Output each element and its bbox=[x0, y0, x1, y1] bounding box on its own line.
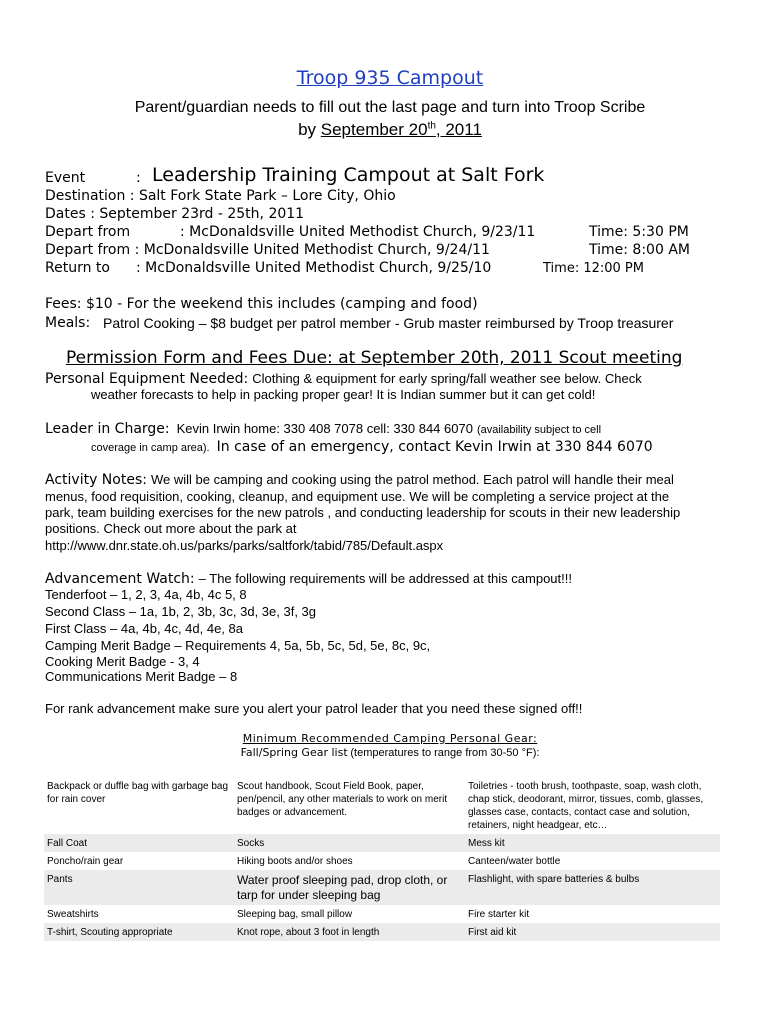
return-time: Time: 12:00 PM bbox=[543, 261, 644, 276]
leader-line2 bbox=[91, 438, 653, 456]
table-cell: Sweatshirts bbox=[47, 909, 99, 920]
table-row bbox=[44, 834, 720, 852]
table-cell: Fall Coat bbox=[44, 834, 234, 852]
event-colon: : bbox=[136, 170, 141, 186]
equipment-label: Personal Equipment Needed: bbox=[45, 371, 249, 387]
table-cell: Scout handbook, Scout Field Book, paper, pen/pencil, any other materials to work on merit badges or advancement. bbox=[237, 781, 448, 818]
return-value: : McDonaldsville United Methodist Church, 9/25/10 bbox=[136, 260, 492, 276]
activity-text3: park, team building exercises for the new patrols , and conducting leadership for scouts in their new leadership bbox=[45, 505, 681, 520]
table-cell: Canteen/water bottle bbox=[468, 856, 561, 867]
leader-coverage: coverage in camp area). bbox=[91, 442, 210, 454]
dates-line: Dates : September 23rd - 25th, 2011 bbox=[45, 206, 305, 222]
table-cell: Socks bbox=[234, 834, 465, 852]
deadline-prefix: by bbox=[298, 120, 321, 139]
park-url[interactable]: http://www.dnr.state.oh.us/parks/parks/saltfork/tabid/785/Default.aspx bbox=[45, 538, 444, 553]
table-cell: Mess kit bbox=[465, 834, 720, 852]
gear-table bbox=[44, 777, 720, 941]
table-cell: Fire starter kit bbox=[468, 909, 530, 920]
table-cell: Hiking boots and/or shoes bbox=[237, 856, 353, 867]
leader-availability: (availability subject to cell bbox=[476, 424, 602, 436]
advancement-item: Cooking Merit Badge - 3, 4 bbox=[45, 654, 200, 669]
table-row bbox=[44, 905, 720, 923]
meals-label: Meals: bbox=[45, 315, 91, 331]
document-title: Troop 935 Campout bbox=[296, 67, 484, 89]
event-name: Leadership Training Campout at Salt Fork bbox=[152, 164, 545, 186]
advancement-item: Communications Merit Badge – 8 bbox=[45, 669, 238, 684]
table-row bbox=[44, 852, 720, 870]
meals-value: Patrol Cooking – $8 budget per patrol member - Grub master reimbursed by Troop treasurer bbox=[103, 315, 674, 331]
activity-line1 bbox=[45, 471, 674, 489]
table-cell: Water proof sleeping pad, drop cloth, or tarp for under sleeping bag bbox=[234, 870, 465, 905]
gear-title: Minimum Recommended Camping Personal Gear: bbox=[242, 732, 538, 745]
advancement-reminder: For rank advancement make sure you alert your patrol leader that you need these signed off!! bbox=[45, 701, 583, 716]
table-cell: Sleeping bag, small pillow bbox=[237, 909, 353, 920]
advancement-item: First Class – 4a, 4b, 4c, 4d, 4e, 8a bbox=[45, 621, 243, 636]
table-row bbox=[44, 870, 720, 905]
table-cell: Pants bbox=[44, 870, 234, 905]
table-cell: Backpack or duffle bag with garbage bag for rain cover bbox=[47, 781, 229, 805]
deadline-date: September 20 bbox=[320, 120, 428, 139]
gear-subtitle-main: Fall/Spring Gear list bbox=[240, 746, 348, 759]
table-cell: Poncho/rain gear bbox=[47, 856, 124, 867]
destination-line: Destination : Salt Fork State Park – Lore City, Ohio bbox=[45, 188, 396, 204]
depart2-time: Time: 8:00 AM bbox=[589, 242, 690, 258]
table-cell: First aid kit bbox=[465, 923, 720, 941]
equipment-line1 bbox=[45, 370, 642, 388]
activity-label: Activity Notes: bbox=[45, 472, 147, 488]
deadline-sup: th bbox=[427, 120, 436, 132]
fees-line: Fees: $10 - For the weekend this includes (camping and food) bbox=[45, 296, 478, 312]
equipment-text1: Clothing & equipment for early spring/fall weather see below. Check bbox=[252, 371, 642, 386]
deadline-line bbox=[0, 120, 770, 140]
gear-subtitle-note: (temperatures to range from 30-50 °F): bbox=[350, 747, 540, 759]
return-label: Return to bbox=[45, 260, 110, 276]
emergency-contact: In case of an emergency, contact Kevin Irwin at 330 844 6070 bbox=[216, 439, 653, 455]
permission-heading: Permission Form and Fees Due: at September 20th, 2011 Scout meeting bbox=[66, 348, 683, 368]
table-cell: Knot rope, about 3 foot in length bbox=[234, 923, 465, 941]
depart1-value: : McDonaldsville United Methodist Church, 9/23/11 bbox=[180, 224, 536, 240]
table-cell: T-shirt, Scouting appropriate bbox=[44, 923, 234, 941]
advancement-item: Tenderfoot – 1, 2, 3, 4a, 4b, 4c 5, 8 bbox=[45, 587, 247, 602]
leader-phones: Kevin Irwin home: 330 408 7078 cell: 330 844 6070 bbox=[176, 421, 473, 436]
activity-text4: positions. Check out more about the park at bbox=[45, 521, 297, 536]
advancement-item: Second Class – 1a, 1b, 2, 3b, 3c, 3d, 3e, 3f, 3g bbox=[45, 604, 317, 619]
activity-text2: menus, food requisition, cooking, cleanup, and equipment use. We will be completing a service project at the bbox=[45, 489, 670, 504]
depart1-label: Depart from bbox=[45, 224, 131, 240]
depart1-time: Time: 5:30 PM bbox=[589, 224, 689, 240]
advancement-line bbox=[45, 570, 572, 588]
event-label: Event bbox=[45, 170, 86, 186]
table-row bbox=[44, 777, 720, 834]
advancement-item: Camping Merit Badge – Requirements 4, 5a, 5b, 5c, 5d, 5e, 8c, 9c, bbox=[45, 638, 431, 653]
instruction-line: Parent/guardian needs to fill out the last page and turn into Troop Scribe bbox=[134, 99, 646, 116]
deadline-year: , 2011 bbox=[435, 120, 482, 139]
equipment-text2: weather forecasts to help in packing proper gear! It is Indian summer but it can get cold! bbox=[91, 387, 596, 402]
leader-line1 bbox=[45, 420, 601, 438]
table-row bbox=[44, 923, 720, 941]
table-cell: Toiletries - tooth brush, toothpaste, soap, wash cloth, chap stick, deodorant, mirror, tissues, comb, glasses, glasses case, contacts, contact case and solution, retainers, night headgear, etc… bbox=[468, 781, 704, 831]
depart2-line: Depart from : McDonaldsville United Methodist Church, 9/24/11 bbox=[45, 242, 490, 258]
advancement-label: Advancement Watch: bbox=[45, 571, 195, 587]
leader-label: Leader in Charge: bbox=[45, 421, 170, 437]
activity-text1: We will be camping and cooking using the patrol method. Each patrol will handle their meal bbox=[150, 472, 674, 487]
advancement-intro: – The following requirements will be addressed at this campout!!! bbox=[198, 571, 572, 586]
gear-subtitle bbox=[0, 746, 770, 759]
table-cell: Flashlight, with spare batteries & bulbs bbox=[465, 870, 720, 905]
